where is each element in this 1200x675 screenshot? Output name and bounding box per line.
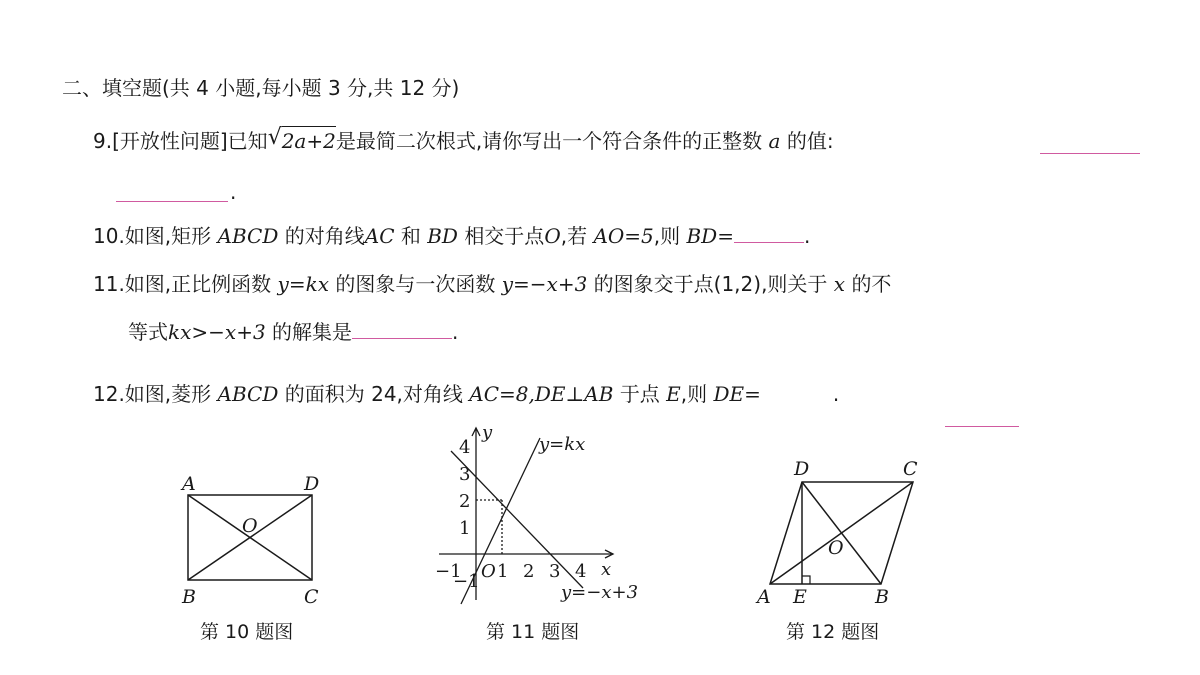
q10-end: . [803, 224, 811, 248]
q9-tail: 的值: [786, 129, 834, 153]
q12-e: E [666, 382, 681, 406]
q10-o: O [544, 224, 561, 248]
q10-eq: AO=5 [593, 224, 654, 248]
x-tick-4: 4 [575, 561, 587, 582]
q10-t4: ,则 [653, 224, 681, 248]
label-c: C [903, 458, 918, 480]
x-tick-1: 1 [497, 561, 509, 582]
y-tick-1: 1 [459, 518, 471, 539]
q11-x: x [833, 272, 846, 296]
q12-answer-blank[interactable] [945, 426, 1019, 427]
q10-bd: BD [427, 224, 458, 248]
q12-t1: 的面积为 24,对角线 [284, 382, 463, 406]
label-b: B [182, 586, 196, 608]
q11-end: . [452, 320, 459, 344]
origin-label: O [481, 561, 496, 582]
y-tick-4: 4 [459, 437, 471, 458]
q11-l2a: 等式 [128, 320, 168, 344]
q10-ac: AC [364, 224, 395, 248]
y-axis-label: y [482, 422, 493, 443]
question-11 [93, 274, 891, 294]
label-o: O [828, 537, 844, 559]
q9-var: a [768, 129, 781, 153]
figure-10-rectangle [170, 465, 340, 610]
q12-prefix: 12.如图,菱形 [93, 382, 212, 406]
q11-t1: 的图象与一次函数 [335, 272, 496, 296]
q11-l2b: 的解集是 [272, 320, 353, 344]
x-axis-label: x [601, 559, 612, 580]
q11-ineq: kx>−x+3 [168, 320, 266, 344]
question-9 [93, 125, 834, 153]
q10-prefix: 10.如图,矩形 [93, 224, 212, 248]
sqrt-expression: √ 2a+2 [267, 125, 336, 153]
right-angle-mark [802, 576, 810, 584]
figure-12-caption: 第 12 题图 [786, 621, 880, 643]
label-c: C [304, 586, 319, 608]
label-o: O [242, 515, 258, 537]
q9-radicand: 2a+2 [282, 126, 336, 153]
label-e: E [793, 586, 807, 608]
x-tick-3: 3 [549, 561, 561, 582]
q9-answer-blank-1[interactable] [1040, 153, 1140, 154]
q11-t2: 的图象交于点(1,2),则关于 [593, 272, 828, 296]
label-a: A [757, 586, 771, 608]
q10-t3: ,若 [560, 224, 588, 248]
q10-and: 和 [400, 224, 421, 248]
label-d: D [304, 473, 320, 495]
label-d: D [794, 458, 810, 480]
figure-11-caption: 第 11 题图 [486, 621, 580, 643]
q9-suffix: 是最简二次根式,请你写出一个符合条件的正整数 [335, 129, 763, 153]
figure-12-rhombus [755, 455, 930, 610]
q12-ask: DE= [713, 382, 761, 406]
x-tick-neg1: −1 [435, 561, 462, 582]
q10-t2: 相交于点 [464, 224, 545, 248]
q11-t3: 的不 [851, 272, 892, 296]
line-y-neg-x-plus-3 [451, 451, 583, 588]
question-11-line-2 [128, 322, 458, 342]
y-tick-2: 2 [459, 491, 471, 512]
q9-prefix: 9.[开放性问题]已知 [93, 129, 268, 153]
q12-end: . [832, 382, 840, 406]
line2-label: y=−x+3 [561, 582, 639, 603]
label-b: B [875, 586, 889, 608]
diagonal-bd [802, 482, 881, 584]
figure-11-graph [425, 420, 665, 610]
y-tick-3: 3 [459, 464, 471, 485]
q10-ask: BD= [686, 224, 734, 248]
question-12 [93, 384, 839, 404]
q11-answer-blank[interactable] [352, 337, 452, 339]
q11-f1: y=kx [277, 272, 329, 296]
x-tick-2: 2 [523, 561, 535, 582]
q12-ac: AC=8,DE⊥AB [469, 382, 614, 406]
q9-answer-blank-2[interactable] [116, 201, 228, 202]
q10-answer-blank[interactable] [734, 241, 804, 243]
y-tick-neg1: −1 [453, 571, 480, 592]
q12-t3: ,则 [680, 382, 708, 406]
q11-f2: y=−x+3 [501, 272, 588, 296]
label-a: A [182, 473, 196, 495]
q10-rect: ABCD [217, 224, 279, 248]
figure-10-caption: 第 10 题图 [200, 621, 294, 643]
line1-label: y=kx [539, 434, 586, 455]
q12-rh: ABCD [217, 382, 279, 406]
q9-end: . [230, 180, 237, 204]
q10-t1: 的对角线 [284, 224, 365, 248]
q11-prefix: 11.如图,正比例函数 [93, 272, 272, 296]
question-10 [93, 226, 810, 246]
section-title: 二、填空题(共 4 小题,每小题 3 分,共 12 分) [62, 76, 460, 100]
q12-t2: 于点 [619, 382, 660, 406]
